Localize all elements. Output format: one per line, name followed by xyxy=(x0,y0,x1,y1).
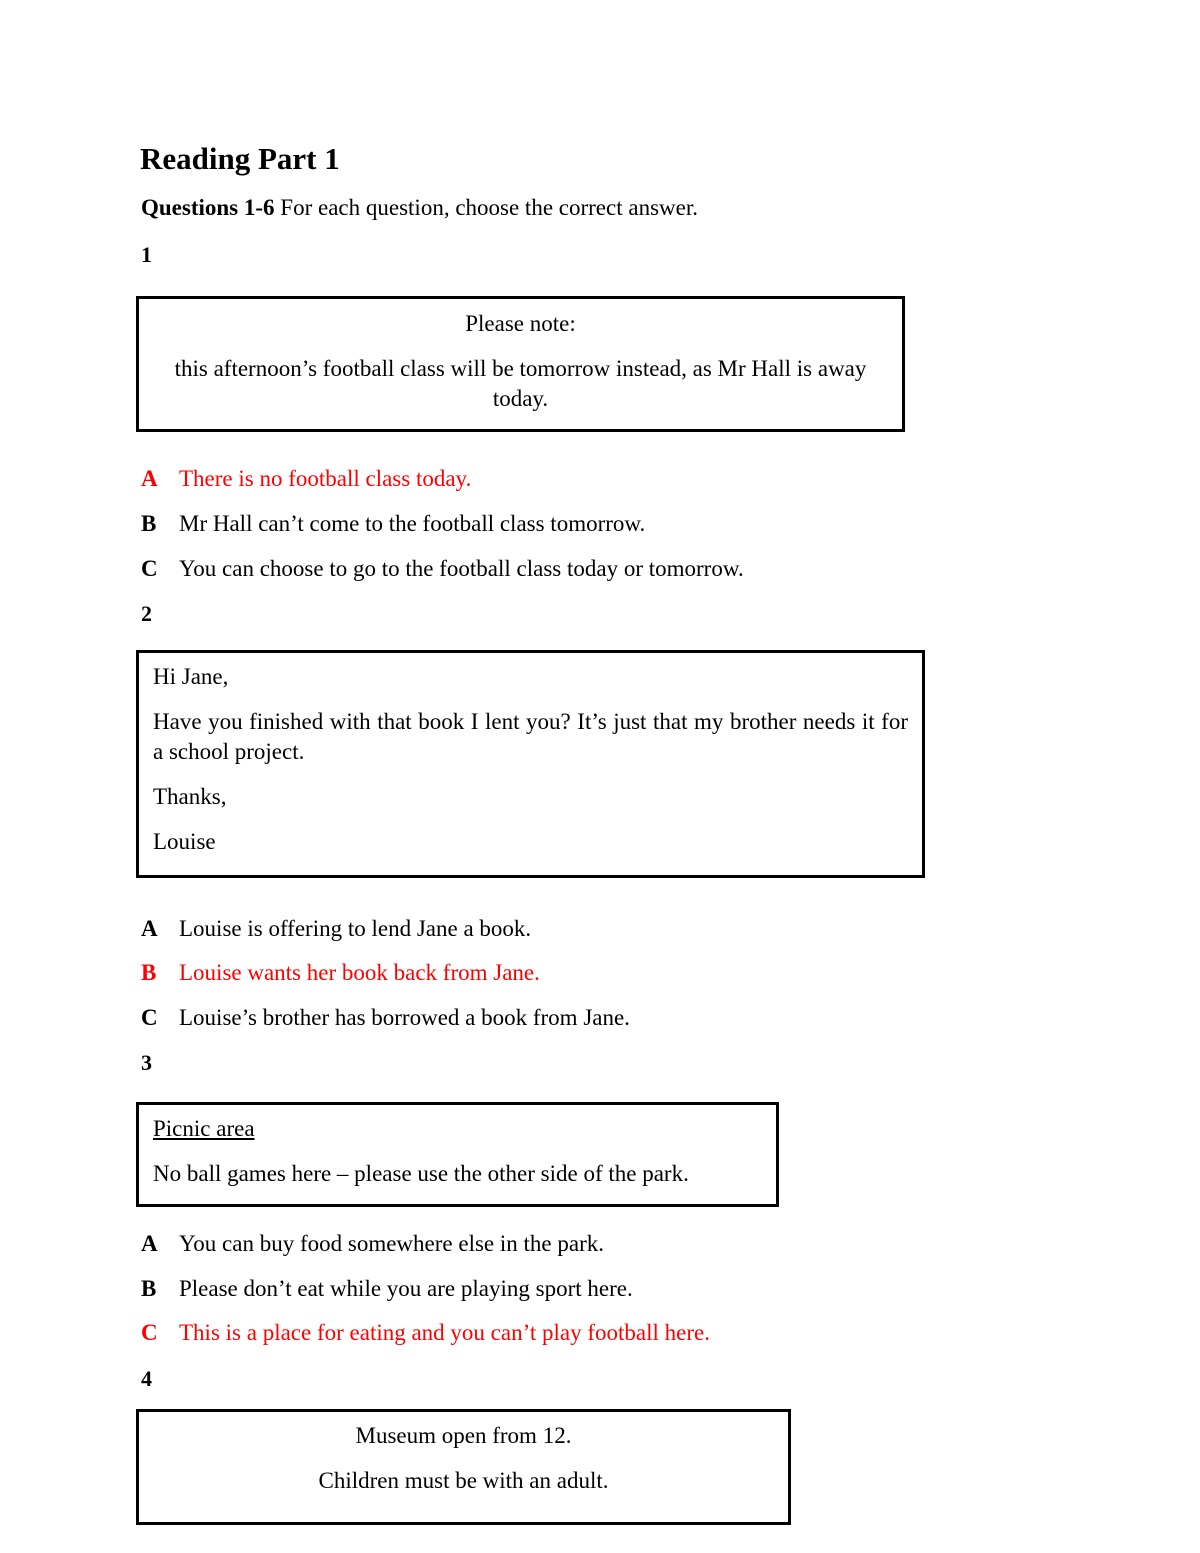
option-1-c[interactable] xyxy=(141,556,744,582)
notice-box-4 xyxy=(136,1409,791,1525)
option-text: You can choose to go to the football class today or tomorrow. xyxy=(179,556,744,581)
instructions xyxy=(141,195,698,221)
option-letter: C xyxy=(141,1005,158,1030)
notice-box-2 xyxy=(136,650,925,878)
option-letter: A xyxy=(141,916,158,941)
question-number-3: 3 xyxy=(141,1050,152,1075)
option-1-b[interactable] xyxy=(141,511,645,537)
option-2-c[interactable] xyxy=(141,1005,630,1031)
option-text: You can buy food somewhere else in the park. xyxy=(179,1231,604,1256)
notice-1-body: this afternoon’s football class will be tomorrow instead, as Mr Hall is away today. xyxy=(174,356,867,411)
instructions-text: For each question, choose the correct answer. xyxy=(274,195,698,220)
option-text: Louise wants her book back from Jane. xyxy=(179,960,540,985)
option-2-a[interactable] xyxy=(141,916,531,942)
option-text: Mr Hall can’t come to the football class tomorrow. xyxy=(179,511,646,536)
option-letter: B xyxy=(141,1276,157,1301)
option-text: This is a place for eating and you can’t play football here. xyxy=(179,1320,710,1345)
notice-1-heading: Please note: xyxy=(465,311,576,336)
page-title: Reading Part 1 xyxy=(140,141,340,176)
notice-3-body: No ball games here – please use the other side of the park. xyxy=(153,1161,689,1186)
option-2-b[interactable] xyxy=(141,960,540,986)
instructions-label: Questions 1-6 xyxy=(141,195,275,220)
option-3-c[interactable] xyxy=(141,1320,710,1346)
notice-4-line2: Children must be with an adult. xyxy=(318,1468,609,1493)
option-text: Louise is offering to lend Jane a book. xyxy=(179,916,532,941)
option-3-b[interactable] xyxy=(141,1276,633,1302)
notice-3-heading: Picnic area xyxy=(153,1116,255,1141)
option-letter: C xyxy=(141,1320,158,1345)
notice-box-3 xyxy=(136,1102,779,1207)
option-text: Please don’t eat while you are playing sport here. xyxy=(179,1276,633,1301)
question-number-4: 4 xyxy=(141,1366,152,1391)
option-letter: B xyxy=(141,511,157,536)
letter-body: Have you finished with that book I lent you? It’s just that my brother needs it for a school project. xyxy=(153,709,908,764)
option-letter: A xyxy=(141,1231,158,1256)
question-number-2: 2 xyxy=(141,601,152,626)
notice-box-1 xyxy=(136,296,905,432)
letter-greeting: Hi Jane, xyxy=(153,664,229,689)
option-letter: B xyxy=(141,960,157,985)
option-1-a[interactable] xyxy=(141,466,471,492)
option-letter: C xyxy=(141,556,158,581)
option-letter: A xyxy=(141,466,158,491)
notice-4-line1: Museum open from 12. xyxy=(355,1423,572,1448)
option-3-a[interactable] xyxy=(141,1231,604,1257)
letter-signature: Louise xyxy=(153,829,216,854)
option-text: There is no football class today. xyxy=(179,466,472,491)
letter-closing: Thanks, xyxy=(153,784,227,809)
question-number-1: 1 xyxy=(141,242,152,267)
option-text: Louise’s brother has borrowed a book from Jane. xyxy=(179,1005,630,1030)
